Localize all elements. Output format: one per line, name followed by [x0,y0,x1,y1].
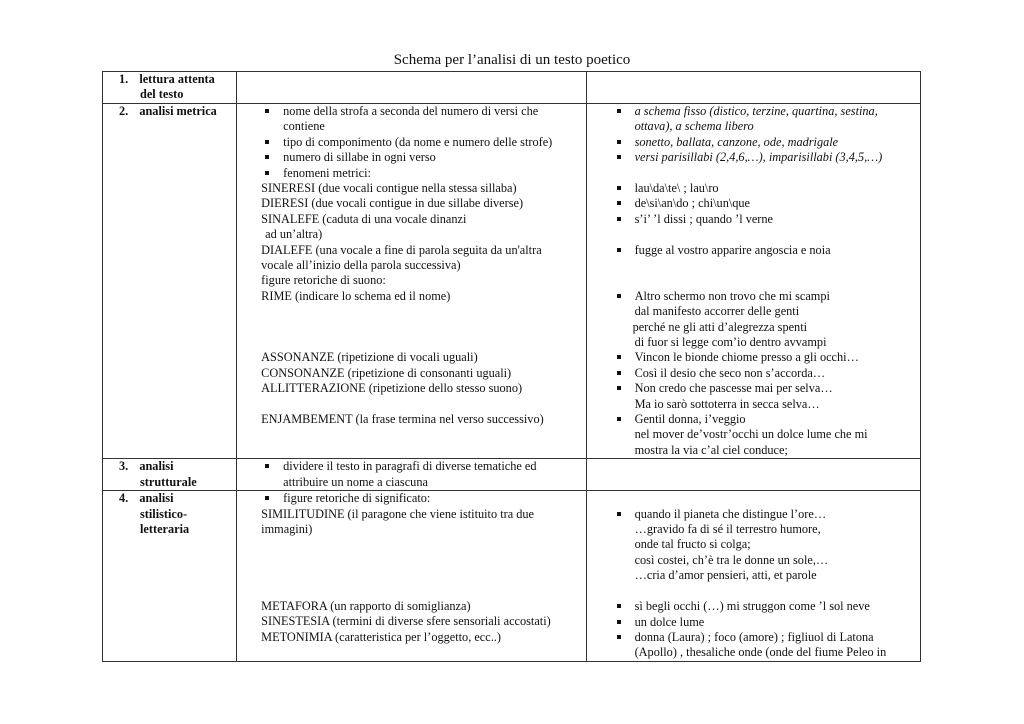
description-cell [237,104,586,459]
document-title: Schema per l’analisi di un testo poetico [393,52,631,68]
list-item-continuation: attribuire un nome a ciascuna [283,474,428,489]
sound-figure: RIME (indicare lo schema ed il nome) [261,288,451,303]
description-cell [237,491,586,661]
example-item: s’i’ ’l dissi ; quando ’l verne [613,212,920,227]
example-item: Vincon le bionde chiome presso a gli occhi… [613,350,920,365]
row-title: strutturale [140,474,197,489]
meaning-figure: SINESTESIA (termini di diverse sfere sensoriali accostati) [261,614,551,629]
list-item: numero di sillabe in ogni verso [261,150,585,165]
sound-figure: CONSONANZE (ripetizione di consonanti uguali) [261,365,512,380]
list-item: tipo di componimento (da nome e numero delle strofe) [261,135,585,150]
list-item: figure retoriche di significato: [261,491,585,506]
example-item: un dolce lume [613,615,920,630]
metric-phenomenon-continuation: ad un’altra) [265,227,323,242]
example-item-continuation: Ma io sarò sottoterra in secca selva… [634,396,820,411]
example-item-continuation: mostra la via c’al ciel conduce; [634,442,788,457]
table-row [103,72,921,104]
metric-phenomenon: DIERESI (due vocali contigue in due sillabe diverse) [261,196,524,211]
list-item: fenomeni metrici: [261,166,585,181]
examples-cell [586,72,920,104]
row-number: 1. [119,72,129,86]
example-item: lau\da\te\ ; lau\ro [613,181,920,196]
example-item: sì begli occhi (…) mi struggon come ’l sol neve [613,599,920,614]
examples-cell [586,491,920,661]
example-item: de\si\an\do ; chi\un\que [613,196,920,211]
description-cell [237,459,586,491]
row-title: analisi metrica [139,104,217,118]
metric-phenomenon-continuation: vocale all’inizio della parola successiva) [261,258,461,273]
example-item: Non credo che pascesse mai per selva… [613,381,920,396]
description-cell [237,72,586,104]
row-title: analisi [139,491,174,506]
sound-figure: ALLITTERAZIONE (ripetizione dello stesso suono) [261,381,523,396]
table-row [103,491,921,661]
row-label-cell [103,72,237,104]
example-item-continuation: nel mover de’vostr’occhi un dolce lume che mi [634,427,868,442]
analysis-table [102,71,921,662]
row-title: lettura attenta [139,72,215,86]
row-number: 2. [119,104,129,118]
example-item-continuation: dal manifesto accorrer delle genti [634,304,800,319]
example-item-continuation: …cria d’amor pensieri, atti, et parole [634,568,817,583]
example-item: a schema fisso (distico, terzine, quartina, sestina, [613,104,920,119]
meaning-figure: METAFORA (un rapporto di somiglianza) [261,599,471,614]
section-label: figure retoriche di suono: [261,273,386,288]
sound-figure: ASSONANZE (ripetizione di vocali uguali) [261,350,478,365]
example-item-continuation: di fuor si legge com’io dentro avvampi [634,335,827,350]
meaning-figure: METONIMIA (caratteristica per l’oggetto, ecc..) [261,629,501,644]
example-item-continuation: perché ne gli atti d’alegrezza spenti [632,319,808,334]
example-item-continuation: così costei, ch’è tra le donne un sole,… [634,552,829,567]
row-label-cell [103,459,237,491]
table-row [103,104,921,459]
row-label-cell [103,491,237,661]
row-title: letteraria [140,522,190,537]
row-title: stilistico- [140,506,188,521]
example-item: Gentil donna, i’veggio [613,412,920,427]
example-item-continuation: ottava), a schema libero [634,119,754,134]
example-item: versi parisillabi (2,4,6,…), imparisillabi (3,4,5,…) [613,150,920,165]
example-item-continuation: onde tal fructo si colga; [634,537,751,552]
meaning-figure: SIMILITUDINE (il paragone che viene istituito tra due [261,506,534,521]
row-number: 4. [119,491,129,506]
example-item: Altro schermo non trovo che mi scampi [613,289,920,304]
example-item-continuation: (Apollo) , thesaliche onde (onde del fiume Peleo in [634,645,887,660]
examples-cell [586,104,920,459]
example-item: fugge al vostro apparire angoscia e noia [613,243,920,258]
example-item-continuation: …gravido fa di sé il terrestro humore, [634,522,821,537]
metric-phenomenon: DIALEFE (una vocale a fine di parola seguita da un'altra [261,242,542,257]
table-row [103,459,921,491]
example-item: Così il desio che seco non s’accorda… [613,366,920,381]
metric-phenomenon: SINERESI (due vocali contigue nella stessa sillaba) [261,181,517,196]
examples-cell [586,459,920,491]
row-number: 3. [119,459,129,474]
row-title: analisi [139,459,174,474]
sound-figure: ENJAMBEMENT (la frase termina nel verso successivo) [261,412,544,427]
list-item: nome della strofa a seconda del numero di versi che [261,104,585,119]
list-item: dividere il testo in paragrafi di diverse tematiche ed [261,459,585,474]
list-item-continuation: contiene [283,119,325,134]
example-item: quando il pianeta che distingue l’ore… [613,507,920,522]
row-label-cell [103,104,237,459]
example-item: sonetto, ballata, canzone, ode, madrigale [613,135,920,150]
meaning-figure-continuation: immagini) [261,522,313,537]
row-title: del testo [140,87,184,102]
example-item: donna (Laura) ; foco (amore) ; figliuol di Latona [613,630,920,645]
metric-phenomenon: SINALEFE (caduta di una vocale dinanzi [261,211,467,226]
